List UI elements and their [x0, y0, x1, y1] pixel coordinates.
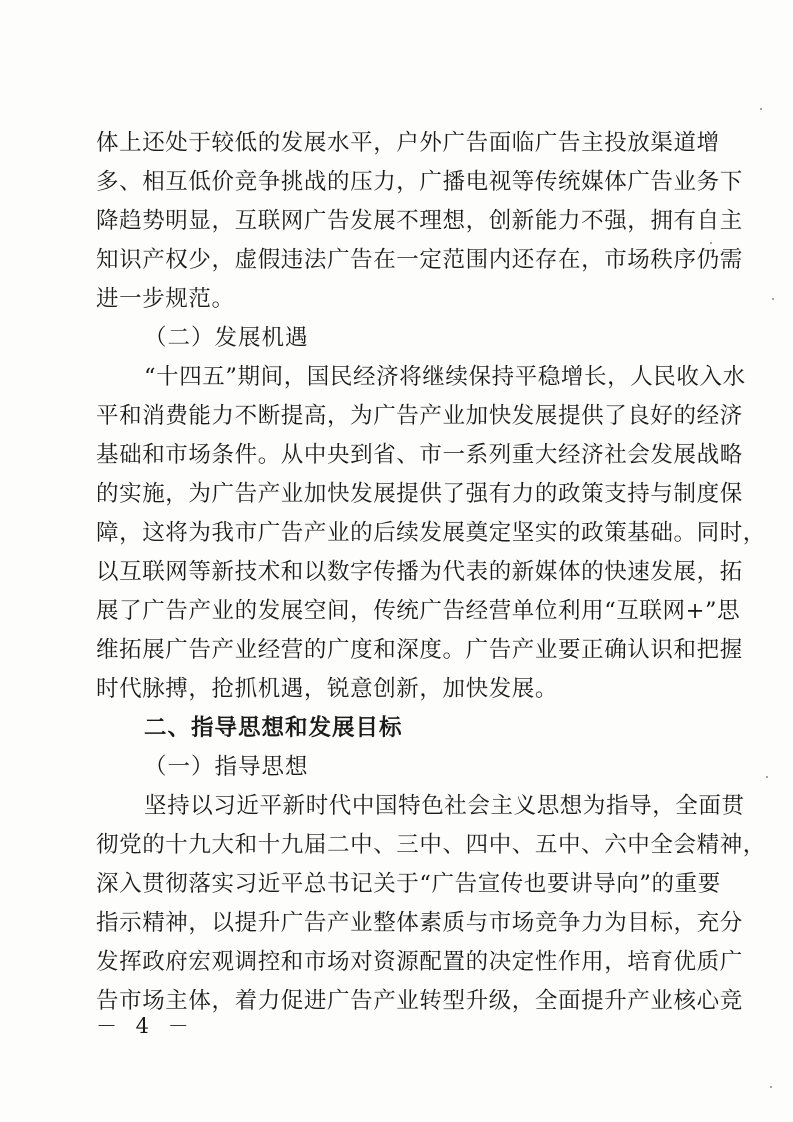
section-heading: 二、指导思想和发展目标: [144, 715, 403, 741]
scan-speck: [770, 1086, 772, 1088]
text-line: 体上还处于较低的发展水平，户外广告面临广告主投放渠道增: [96, 130, 720, 156]
text-line: 指示精神，以提升广告产业整体素质与市场竞争力为目标，充分: [96, 910, 743, 936]
scan-speck: [760, 108, 762, 110]
text-line: 基础和市场条件。从中央到省、市一系列重大经济社会发展战略: [96, 442, 743, 468]
text-line: 展了广告产业的发展空间，传统广告经营单位利用“互联网+”思: [96, 598, 741, 624]
page-number: － 4 －: [96, 1014, 195, 1038]
scan-speck: [710, 242, 712, 244]
text-line: 时代脉搏，抢抓机遇，锐意创新，加快发展。: [96, 676, 559, 702]
text-line: 坚持以习近平新时代中国特色社会主义思想为指导，全面贯: [144, 793, 745, 819]
text-line: 进一步规范。: [96, 286, 235, 312]
text-line: 的实施，为广告产业加快发展提供了强有力的政策支持与制度保: [96, 481, 743, 507]
text-line: 告市场主体，着力促进广告产业转型升级，全面提升产业核心竞: [96, 988, 743, 1014]
scan-speck: [772, 298, 774, 300]
text-line: 以互联网等新技术和以数字传播为代表的新媒体的快速发展，拓: [96, 559, 743, 585]
section-subheading: （二）发展机遇: [144, 325, 309, 351]
section-subheading: （一）指导思想: [144, 754, 309, 780]
text-line: 降趋势明显，互联网广告发展不理想，创新能力不强，拥有自主: [96, 208, 743, 234]
text-line: 彻党的十九大和十九届二中、三中、四中、五中、六中全会精神，: [96, 832, 766, 858]
document-body: [96, 124, 766, 1021]
text-line: 深入贯彻落实习近平总书记关于“广告宣传也要讲导向”的重要: [96, 871, 721, 897]
text-line: “十四五”期间，国民经济将继续保持平稳增长，人民收入水: [144, 364, 746, 390]
scan-speck: [766, 776, 768, 778]
text-line: 知识产权少，虚假违法广告在一定范围内还存在，市场秩序仍需: [96, 247, 743, 273]
text-line: 障，这将为我市广告产业的后续发展奠定坚实的政策基础。同时，: [96, 520, 766, 546]
text-line: 发挥政府宏观调控和市场对资源配置的决定性作用，培育优质广: [96, 949, 743, 975]
text-line: 多、相互低价竞争挑战的压力，广播电视等传统媒体广告业务下: [96, 169, 743, 195]
text-line: 平和消费能力不断提高，为广告产业加快发展提供了良好的经济: [96, 403, 743, 429]
text-line: 维拓展广告产业经营的广度和深度。广告产业要正确认识和把握: [96, 637, 743, 663]
